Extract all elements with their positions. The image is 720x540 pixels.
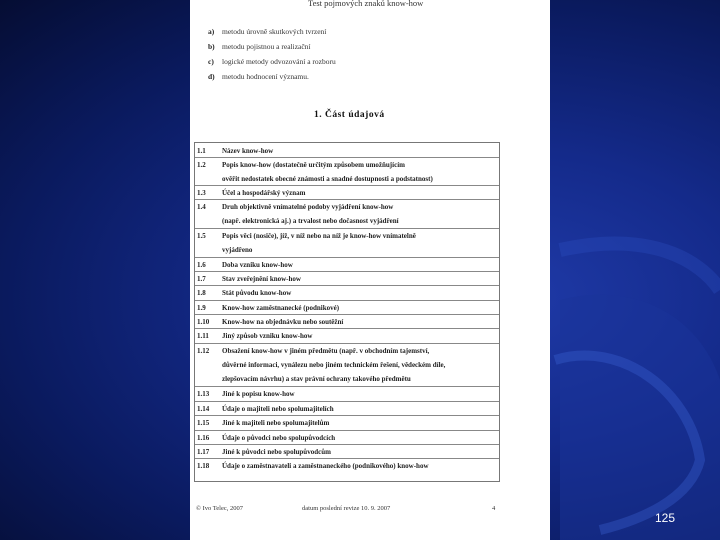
- slide-number: 125: [655, 511, 676, 525]
- row-text: zlepšovacím návrhu) a stav právní ochrany takového předmětu: [222, 375, 411, 383]
- table-divider: [195, 415, 499, 416]
- row-text: Název know-how: [222, 147, 274, 155]
- row-number: 1.16: [197, 434, 210, 442]
- row-text: (např. elektronická aj.) a trvalost nebo dočasnost vyjádření: [222, 217, 399, 225]
- footer-copyright: © Ivo Telec, 2007: [196, 505, 243, 512]
- row-number: 1.17: [197, 448, 210, 456]
- table-divider: [195, 444, 499, 445]
- row-text: Jiné k původci nebo spolupůvodcům: [222, 448, 331, 456]
- row-text: vyjádřeno: [222, 246, 253, 254]
- row-text: Údaje o majiteli nebo spolumajitelích: [222, 405, 334, 413]
- row-text: Údaje o původci nebo spolupůvodcích: [222, 434, 336, 442]
- option-item: c) logické metody odvozování a rozboru: [208, 57, 336, 66]
- row-text: Účel a hospodářský význam: [222, 189, 306, 197]
- row-number: 1.8: [197, 289, 206, 297]
- table-divider: [195, 458, 499, 459]
- row-number: 1.5: [197, 232, 206, 240]
- row-text: Popis know-how (dostatečně určitým způsobem umožňujícím: [222, 161, 405, 169]
- table-divider: [195, 199, 499, 200]
- section-title: 1. Část údajová: [314, 110, 385, 120]
- row-number: 1.13: [197, 390, 210, 398]
- row-text: Druh objektivně vnímatelné podoby vyjádření know-how: [222, 203, 394, 211]
- document-page: [190, 0, 550, 540]
- row-number: 1.10: [197, 318, 210, 326]
- row-text: ověřit nedostatek obecné známosti a snadné dostupnosti a podstatnost): [222, 175, 433, 183]
- row-text: důvěrné informaci, vynálezu nebo jiném technickém řešení, vědeckém díle,: [222, 361, 446, 369]
- table-divider: [195, 257, 499, 258]
- table-divider: [195, 430, 499, 431]
- row-number: 1.6: [197, 261, 206, 269]
- row-number: 1.12: [197, 347, 210, 355]
- table-divider: [195, 285, 499, 286]
- row-number: 1.1: [197, 147, 206, 155]
- row-text: Know-how zaměstnanecké (podnikové): [222, 304, 340, 312]
- option-item: d) metodu hodnocení významu.: [208, 72, 309, 81]
- row-number: 1.3: [197, 189, 206, 197]
- row-number: 1.7: [197, 275, 206, 283]
- row-number: 1.4: [197, 203, 206, 211]
- option-item: b) metodu pojistnou a realizační: [208, 42, 311, 51]
- row-text: Know-how na objednávku nebo soutěžní: [222, 318, 344, 326]
- row-text: Údaje o zaměstnavateli a zaměstnaneckého (podnikového) know-how: [222, 462, 429, 470]
- footer-page-number: 4: [492, 505, 496, 512]
- table-divider: [195, 386, 499, 387]
- table-divider: [195, 228, 499, 229]
- table-divider: [195, 314, 499, 315]
- document-top-title: Test pojmových znaků know-how: [308, 0, 424, 8]
- row-text: Stát původu know-how: [222, 289, 292, 297]
- table-divider: [195, 300, 499, 301]
- row-number: 1.11: [197, 332, 209, 340]
- row-text: Jiné k majiteli nebo spolumajitelům: [222, 419, 330, 427]
- footer-revision-date: datum poslední revize 10. 9. 2007: [302, 505, 391, 512]
- row-number: 1.14: [197, 405, 210, 413]
- table-divider: [195, 157, 499, 158]
- row-text: Popis věci (nosiče), jíž, v níž nebo na níž je know-how vnímatelně: [222, 232, 416, 240]
- row-text: Obsažení know-how v jiném předmětu (např. v obchodním tajemství,: [222, 347, 430, 355]
- row-text: Stav zveřejnění know-how: [222, 275, 301, 283]
- row-text: Doba vzniku know-how: [222, 261, 293, 269]
- row-number: 1.18: [197, 462, 210, 470]
- table-divider: [195, 328, 499, 329]
- table-divider: [195, 401, 499, 402]
- data-table: [194, 142, 500, 482]
- row-number: 1.9: [197, 304, 206, 312]
- table-divider: [195, 343, 499, 344]
- row-number: 1.2: [197, 161, 206, 169]
- row-number: 1.15: [197, 419, 210, 427]
- row-text: Jiný způsob vzniku know-how: [222, 332, 313, 340]
- option-list: [208, 24, 336, 84]
- table-divider: [195, 185, 499, 186]
- table-divider: [195, 271, 499, 272]
- option-item: a) metodu úrovně skutkových tvrzení: [208, 27, 327, 36]
- row-text: Jiné k popisu know-how: [222, 390, 295, 398]
